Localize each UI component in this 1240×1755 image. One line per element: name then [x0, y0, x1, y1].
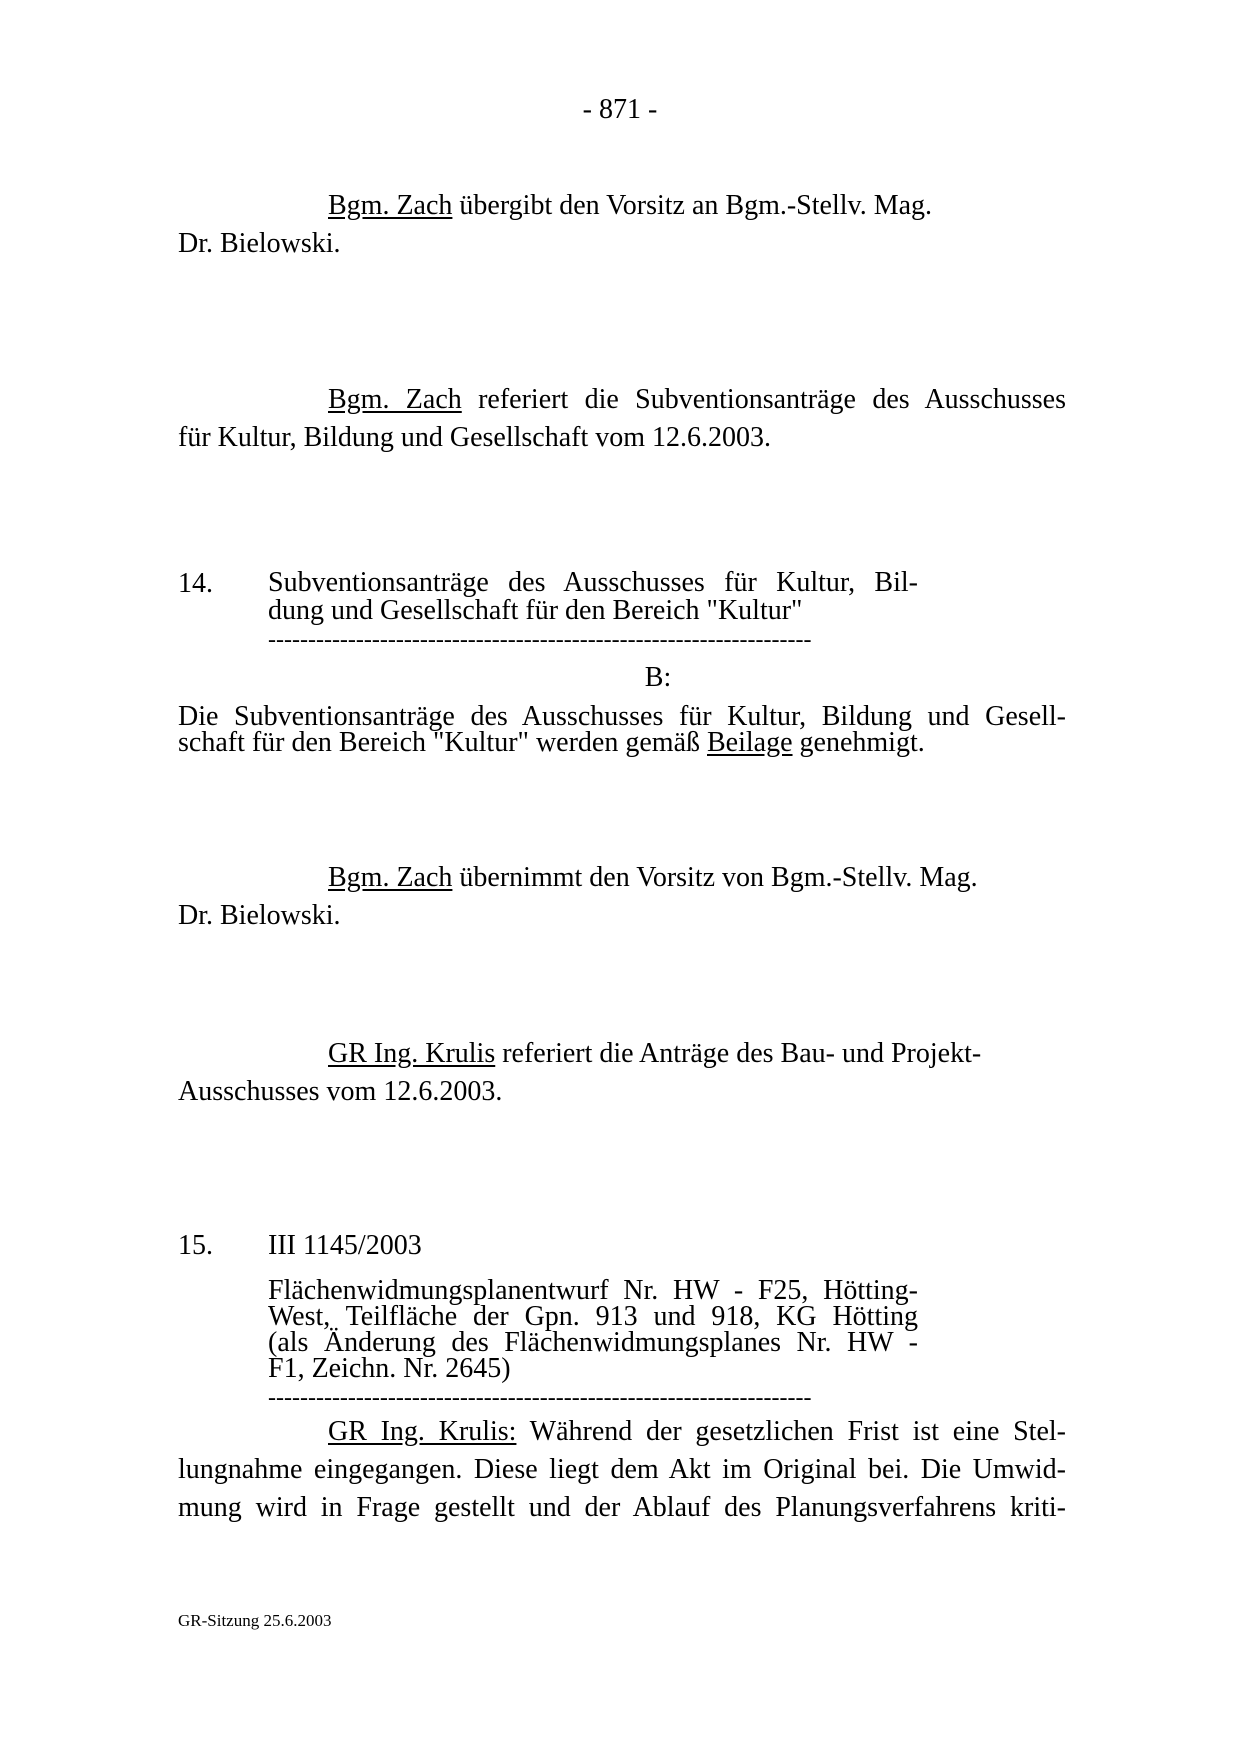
paragraph-text: übernimmt den Vorsitz von Bgm.-Stellv. Mag.: [452, 862, 978, 893]
speaker-name: Bgm. Zach: [328, 862, 453, 893]
file-number: III 1145/2003: [268, 1230, 422, 1261]
item-title: (als Änderung des Flächenwidmungsplanes Nr. HW -: [268, 1327, 918, 1358]
item-number: 14.: [178, 568, 213, 599]
speech-text: lungnahme eingegangen. Diese liegt dem Akt im Original bei. Die Umwid-: [178, 1454, 1066, 1485]
footer-session-date: GR-Sitzung 25.6.2003: [178, 1611, 332, 1630]
item-number: 15.: [178, 1230, 213, 1261]
paragraph-report-culture: [328, 382, 1066, 418]
page-number: - 871 -: [582, 94, 658, 125]
item-title: dung und Gesellschaft für den Bereich "Kultur": [268, 595, 803, 626]
speaker-name: GR Ing. Krulis:: [328, 1416, 517, 1447]
item-title: West, Teilfläche der Gpn. 913 und 918, KG Hötting: [268, 1301, 918, 1332]
decision-text: schaft für den Bereich "Kultur" werden gemäß: [178, 727, 707, 758]
decision-text: Die Subventionsanträge des Ausschusses für Kultur, Bildung und Gesell-: [178, 701, 1066, 732]
paragraph-text: referiert die Anträge des Bau- und Projekt-: [495, 1038, 982, 1069]
speech-text: mung wird in Frage gestellt und der Ablauf des Planungsverfahrens kriti-: [178, 1492, 1066, 1523]
speaker-name: Bgm. Zach: [328, 384, 462, 415]
separator-line: --------------------------------------------------------------------: [268, 1386, 812, 1410]
paragraph-chair-resume: [328, 860, 978, 896]
speaker-name: GR Ing. Krulis: [328, 1038, 496, 1069]
item-title: F1, Zeichn. Nr. 2645): [268, 1353, 511, 1384]
attachment-reference: Beilage: [707, 727, 793, 758]
item-title: Subventionsanträge des Ausschusses für Kultur, Bil-: [268, 567, 918, 598]
speech-paragraph: [328, 1414, 1066, 1450]
paragraph-line: für Kultur, Bildung und Gesellschaft vom 12.6.2003.: [178, 422, 772, 453]
paragraph-chair-handover: [328, 188, 932, 224]
paragraph-line: Dr. Bielowski.: [178, 228, 341, 259]
paragraph-line: Ausschusses vom 12.6.2003.: [178, 1076, 503, 1107]
paragraph-report-building: [328, 1036, 981, 1072]
decision-text: genehmigt.: [792, 727, 925, 758]
paragraph-text: übergibt den Vorsitz an Bgm.-Stellv. Mag.: [452, 190, 933, 221]
decision-label: B:: [644, 662, 672, 693]
speaker-name: Bgm. Zach: [328, 190, 453, 221]
paragraph-line: Dr. Bielowski.: [178, 900, 341, 931]
decision-text-line2: [178, 727, 925, 758]
paragraph-text: referiert die Subventionsanträge des Ausschusses: [461, 384, 1066, 415]
separator-line: --------------------------------------------------------------------: [268, 628, 812, 652]
item-title: Flächenwidmungsplanentwurf Nr. HW - F25, Hötting-: [268, 1275, 918, 1306]
speech-text: Während der gesetzlichen Frist ist eine Stel-: [516, 1416, 1066, 1447]
